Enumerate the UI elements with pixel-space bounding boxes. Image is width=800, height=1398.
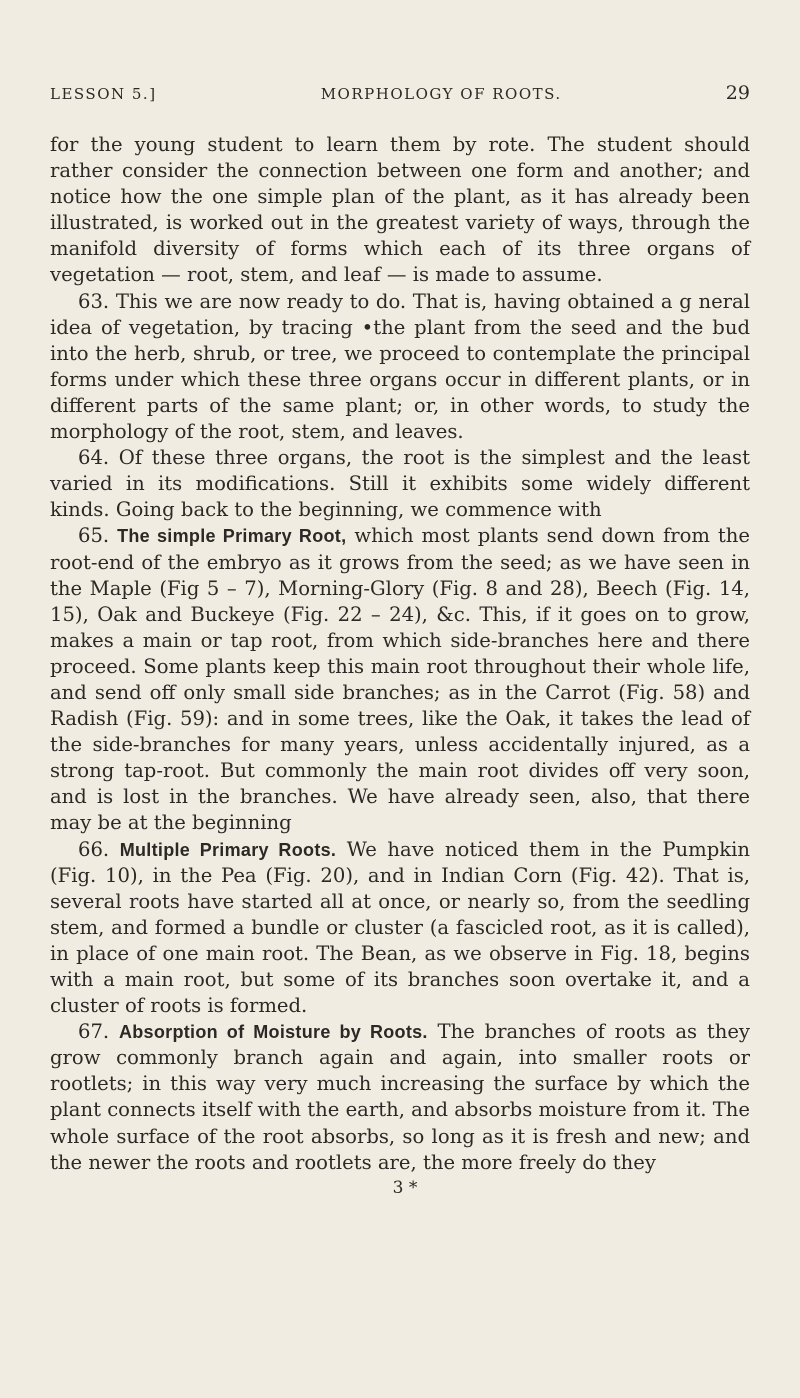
- section-number: 67.: [78, 1020, 110, 1044]
- paragraph-65: 65. The simple Primary Root, which most plants send down from the root-end of the embryo as it grows from the seed; as we have seen in the Maple (Fig 5 – 7), Morning-Glory (Fig. 8 and 28), Beech (Fig. 14, 15), Oak and Buckeye (Fig. 22 – 24), &c. This, if it goes on to grow, makes a main or tap root, from which side-branches here and there proceed. Some plants keep this main root throughout their whole life, and send off only small side branches; as in the Carrot (Fig. 58) and Radish (Fig. 59): and in some trees, like the Oak, it takes the lead of the side-branches for many years, unless accidentally injured, as a strong tap-root. But commonly the main root divides off very soon, and is lost in the branches. We have already seen, also, that there may be at the beginning: [50, 524, 751, 835]
- paragraph-63: 63. This we are now ready to do. That is, having obtained a g neral idea of vegetation, by tracing •the plant from the seed and the bud into the herb, shrub, or tree, we proceed to contemplate the principal forms under which these three organs occur in different plants, or in different parts of the same plant; or, in other words, to study the morphology of the root, stem, and leaves.: [50, 289, 750, 444]
- paragraph-continued: for the young student to learn them by rote. The student should rather consider the connection between one form and another; and notice how the one simple plan of the plant, as it has already been illustrated, is worked out in the greatest variety of ways, through the manifold diversity of forms which each of its three organs of vegetation — root, stem, and leaf — is made to assume.: [50, 133, 750, 287]
- section-heading: The simple Primary Root,: [117, 526, 347, 547]
- running-header: [50, 82, 750, 104]
- paragraph-66: 66. Multiple Primary Roots. We have noticed them in the Pumpkin (Fig. 10), in the Pea (Fig. 20), and in Indian Corn (Fig. 42). That is, several roots have started all at once, or nearly so, from the seedling stem, and formed a bundle or cluster (a fascicled root, as it is called), in place of one main root. The Bean, as we observe in Fig. 18, begins with a main root, but some of its branches soon overtake it, and a cluster of roots is formed.: [50, 837, 751, 1018]
- paragraph-67: 67. Absorption of Moisture by Roots. The branches of roots as they grow commonly branch again and again, into smaller roots or rootlets; in this way very much increasing the surface by which the plant connects itself with the earth, and absorbs moisture from it. The whole surface of the root absorbs, so long as it is fresh and new; and the newer the roots and rootlets are, the more freely do they: [50, 1020, 750, 1174]
- paragraph-64: 64. Of these three organs, the root is the simplest and the least varied in its modifications. Still it exhibits some widely different kinds. Going back to the beginning, we commence with: [50, 446, 750, 522]
- page-number: 29: [725, 82, 750, 104]
- running-title: MORPHOLOGY OF ROOTS.: [320, 85, 562, 103]
- section-heading: Absorption of Moisture by Roots.: [118, 1022, 428, 1043]
- signature-mark: 3 *: [392, 1177, 418, 1198]
- section-number: 66.: [78, 837, 110, 861]
- section-number: 65.: [78, 524, 110, 548]
- lesson-label: LESSON 5.]: [50, 85, 157, 103]
- body-text: [50, 132, 750, 1176]
- section-heading: Multiple Primary Roots.: [119, 839, 337, 860]
